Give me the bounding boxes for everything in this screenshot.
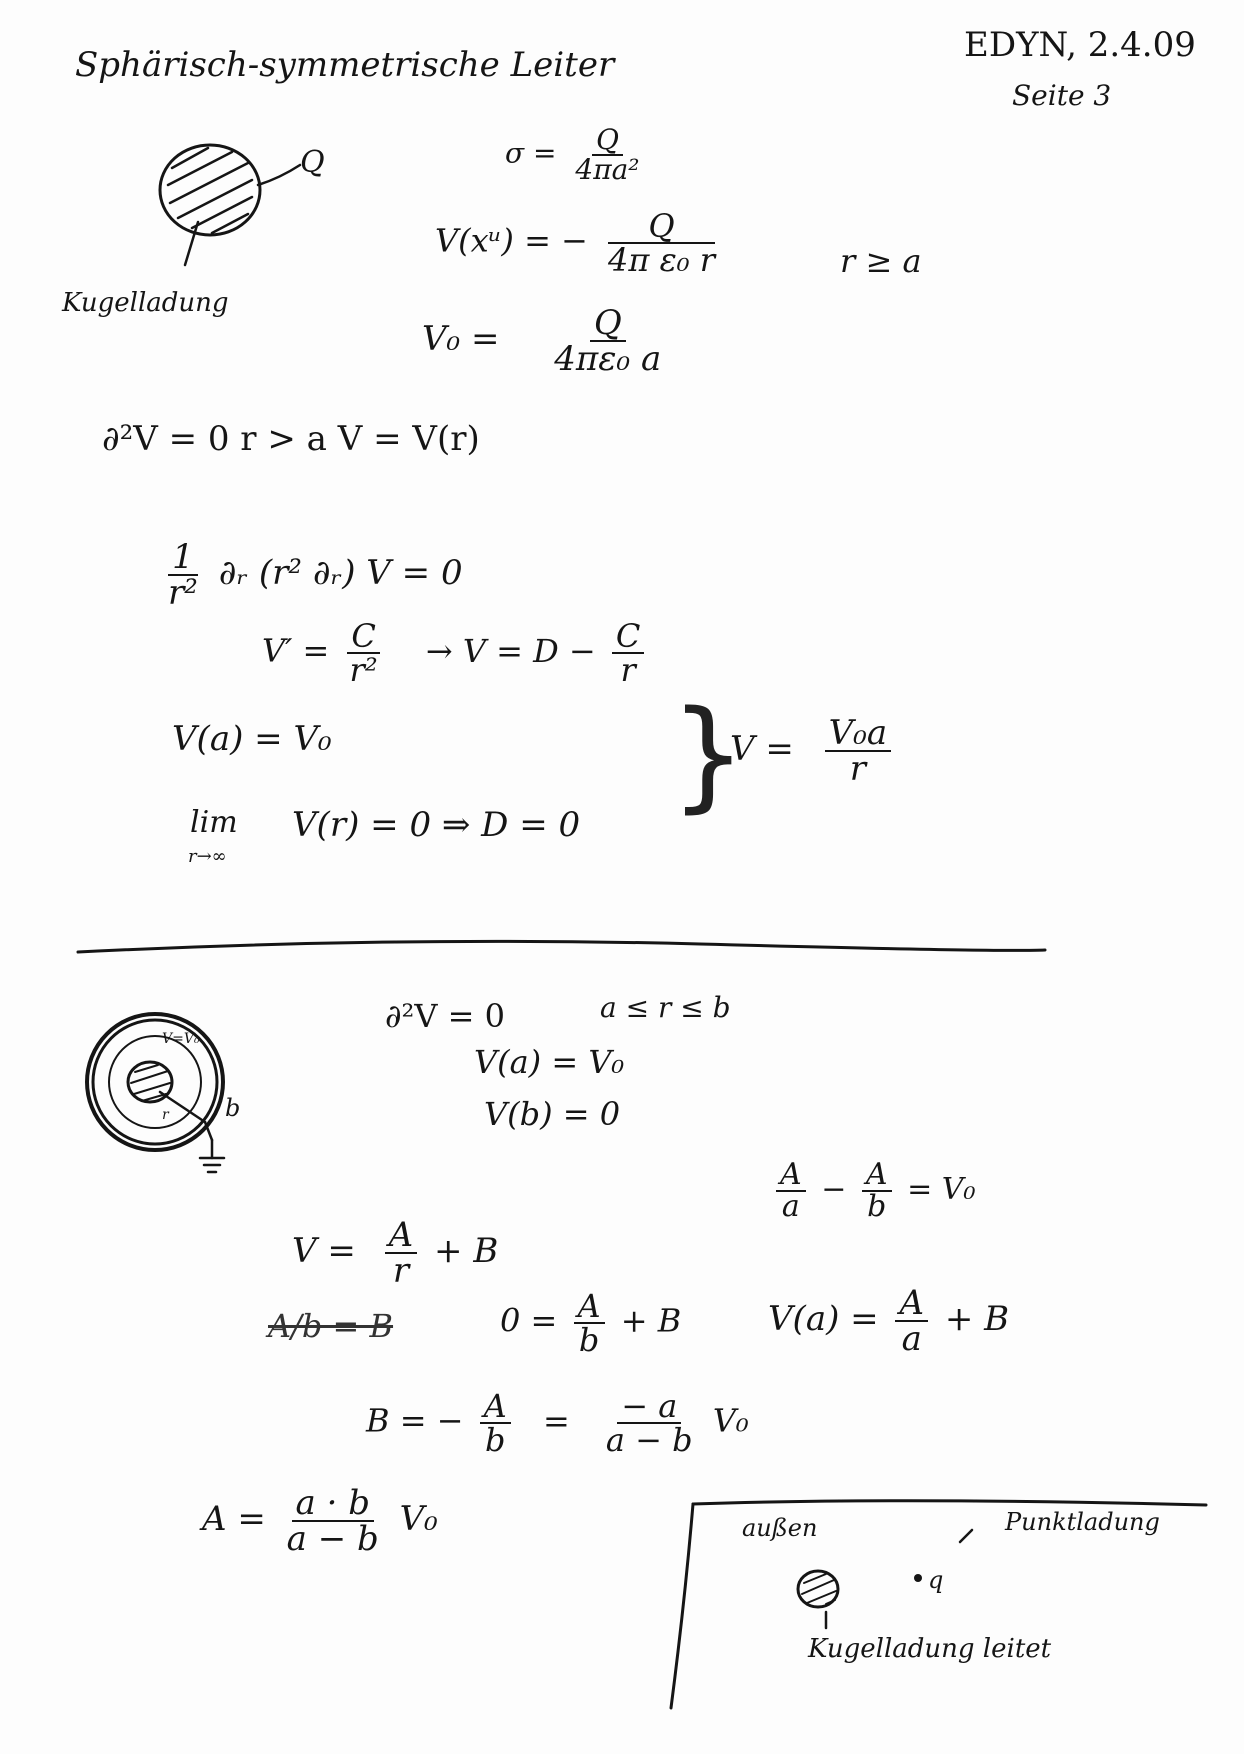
laplace-equation: ∂²V = 0 r > a V = V(r) xyxy=(102,419,480,459)
page-number: Seite 3 xyxy=(1012,79,1112,112)
inner-boundary-condition: V(a) = V₀ xyxy=(474,1043,625,1081)
radius-range: a ≤ r ≤ b xyxy=(600,991,731,1024)
radial-laplace: $\frac{1}{\text{r²}}$ ∂ᵣ (r² ∂ᵣ) V = 0 xyxy=(168,537,463,613)
crossed-out-equation: A/b = B xyxy=(268,1307,394,1345)
course-date: EDYN, 2.4.09 xyxy=(964,25,1196,65)
A-result: A = $\frac{a \cdot b}{a - b}$ V₀ xyxy=(202,1483,438,1559)
V0-formula: V₀ = $\frac{Q}{\text{4πε₀ a}}$ xyxy=(422,303,662,379)
outer-radius-label: b xyxy=(225,1094,241,1122)
inset-label-outside: außen xyxy=(742,1514,818,1542)
page-title: Sphärisch-symmetrische Leiter xyxy=(75,45,615,85)
exterior-result: V = $\frac{\text{V₀a}}{r}$ xyxy=(730,716,897,786)
charged-sphere-sketch xyxy=(160,145,300,265)
inset-label-point-charge: Punktladung xyxy=(1005,1508,1160,1536)
outer-condition-equation: 0 = $\frac{A}{b}$ + B xyxy=(500,1287,682,1359)
section-divider xyxy=(78,941,1045,952)
inner-condition-equation: V(a) = $\frac{A}{a}$ + B xyxy=(768,1283,1010,1359)
potential-difference: $\frac{A}{a}$ − $\frac{A}{b}$ = V₀ xyxy=(770,1160,976,1222)
B-result: B = − $\frac{A}{b}$ = $\frac{- a}{a - b}$ V₀ xyxy=(366,1387,749,1459)
inner-radius-label: r xyxy=(162,1107,169,1123)
radius-condition: r ≥ a xyxy=(840,242,922,280)
inset-caption: Kugelladung leitet xyxy=(808,1634,1052,1664)
spherical-capacitor-sketch xyxy=(87,1014,224,1172)
general-solution: V′ = $\frac{C}{\text{r²}}$ → V = D − $\frac{C}{r}$ xyxy=(262,620,650,686)
limit-label: lim xyxy=(190,805,238,840)
charge-label: Q xyxy=(300,145,325,180)
potential-formula: V(xᵘ) = − $\frac{Q}{\text{4π ε₀ r}}$ xyxy=(435,207,716,279)
inner-potential-label: V=V₀ xyxy=(162,1031,200,1047)
limit-subscript: r→∞ xyxy=(188,846,227,867)
boundary-condition-a: V(a) = V₀ xyxy=(172,719,332,759)
brace: } xyxy=(670,686,747,825)
ansatz: V = $\frac{A}{r}$ + B xyxy=(292,1215,499,1291)
outer-boundary-condition: V(b) = 0 xyxy=(484,1095,621,1133)
sphere-caption: Kugelladung xyxy=(62,288,229,318)
laplace-equation-2: ∂²V = 0 xyxy=(385,997,505,1035)
surface-charge-density: σ = $\frac{Q}{\text{4πa²}}$ xyxy=(505,123,640,186)
point-charge-symbol: q xyxy=(928,1566,944,1594)
boundary-condition-infinity: V(r) = 0 ⇒ D = 0 xyxy=(292,805,581,845)
